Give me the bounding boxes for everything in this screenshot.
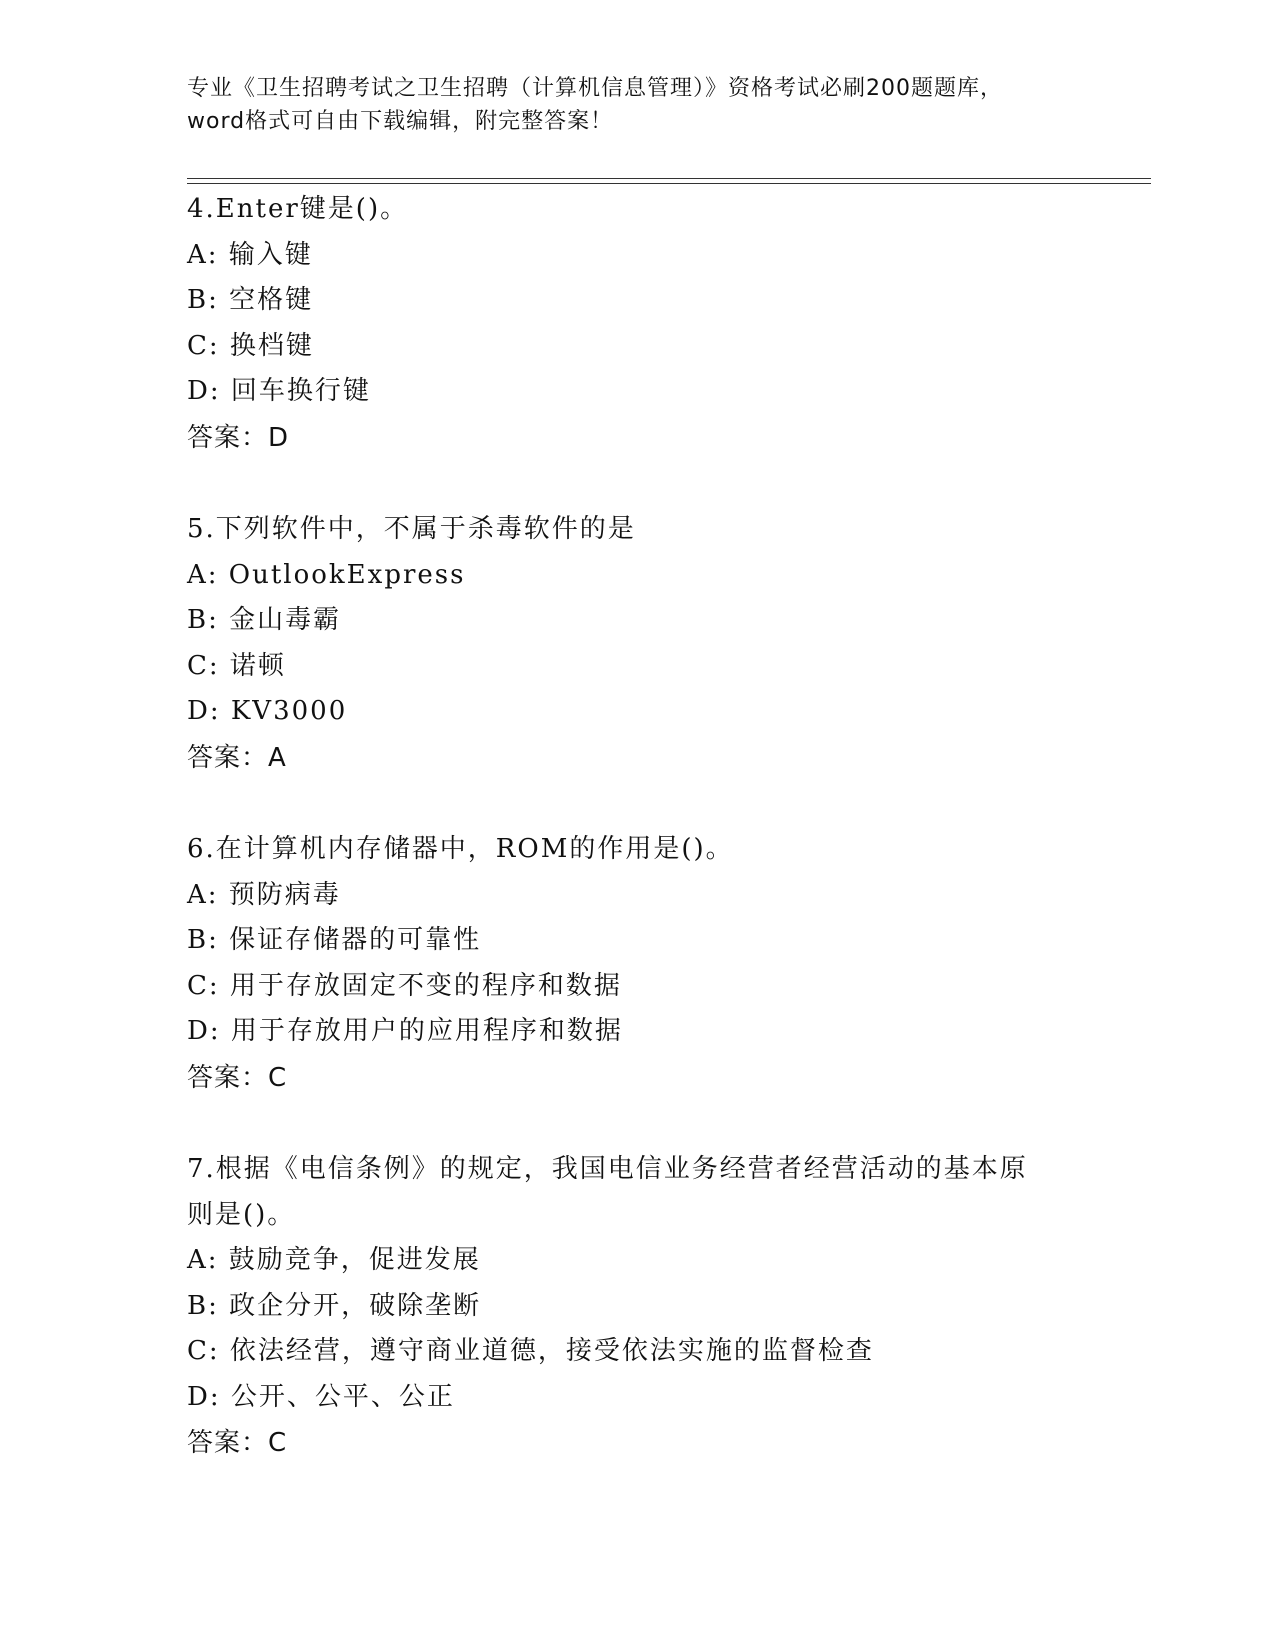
answer-line: 答案：C [187,1062,288,1093]
question-stem: 7.根据《电信条例》的规定，我国电信业务经营者经营活动的基本原 [187,1153,1028,1184]
header-divider [187,178,1151,184]
option-c: C: 换档键 [187,330,314,361]
option-d: D: 公开、公平、公正 [187,1381,455,1412]
option-c: C: 诺顿 [187,650,286,681]
answer-line: 答案：C [187,1428,288,1459]
option-b: B: 政企分开，破除垄断 [187,1290,482,1321]
question-4 [187,187,1087,461]
question-stem: 6.在计算机内存储器中，ROM的作用是()。 [187,833,734,864]
option-d: D: KV3000 [187,696,348,727]
question-stem: 4.Enter键是()。 [187,194,409,224]
option-a: A: 鼓励竞争，促进发展 [187,1245,481,1276]
option-a: A: OutlookExpress [187,559,466,590]
question-7 [187,1147,1087,1467]
answer-line: 答案：D [187,422,290,453]
answer-line: 答案：A [187,742,287,773]
question-list [187,187,1087,1512]
document-header [187,72,1087,138]
option-b: B: 金山毒霸 [187,605,342,636]
question-6 [187,827,1087,1101]
header-line-1: 专业《卫生招聘考试之卫生招聘（计算机信息管理）》资格考试必刷200题题库， [187,76,1003,101]
option-a: A: 输入键 [187,239,313,270]
option-d: D: 回车换行键 [187,376,371,407]
option-b: B: 保证存储器的可靠性 [187,925,482,956]
question-stem-continued: 则是()。 [187,1199,296,1230]
option-a: A: 预防病毒 [187,879,341,910]
option-c: C: 依法经营，遵守商业道德，接受依法实施的监督检查 [187,1336,874,1367]
question-stem: 5.下列软件中，不属于杀毒软件的是 [187,513,636,544]
header-line-2: word格式可自由下载编辑，附完整答案！ [187,109,614,134]
question-5 [187,507,1087,781]
option-b: B: 空格键 [187,285,314,316]
option-c: C: 用于存放固定不变的程序和数据 [187,970,622,1001]
option-d: D: 用于存放用户的应用程序和数据 [187,1016,623,1047]
